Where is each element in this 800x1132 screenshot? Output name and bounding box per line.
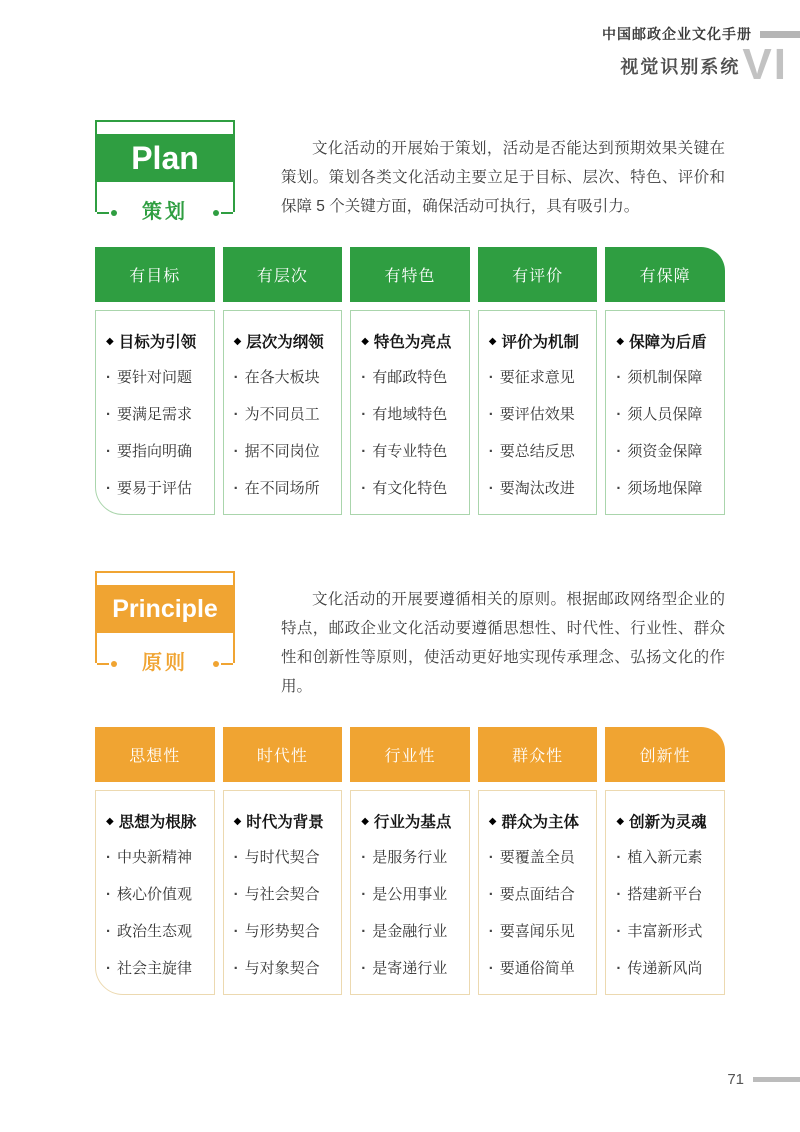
column-title-row bbox=[489, 330, 591, 352]
column-item-text: 是服务行业 bbox=[372, 849, 448, 866]
column-items bbox=[234, 366, 336, 500]
column-item bbox=[361, 846, 463, 869]
column-item bbox=[234, 883, 336, 906]
column-item bbox=[489, 477, 591, 500]
column-item-text: 社会主旋律 bbox=[117, 960, 193, 977]
dot-bullet-icon: · bbox=[361, 849, 367, 866]
dot-bullet-icon: · bbox=[361, 369, 367, 386]
column-item-text: 要指向明确 bbox=[117, 443, 193, 460]
dot-bullet-icon: · bbox=[233, 960, 239, 977]
column-item bbox=[106, 883, 208, 906]
column-item bbox=[489, 883, 591, 906]
diamond-bullet-icon: ◆ bbox=[616, 335, 625, 347]
column-item-text: 要征求意见 bbox=[499, 369, 575, 386]
column-item-text: 搭建新平台 bbox=[627, 886, 703, 903]
column-item bbox=[361, 957, 463, 980]
column-title-row bbox=[616, 330, 718, 352]
section-plan bbox=[95, 120, 725, 515]
column-item-text: 植入新元素 bbox=[627, 849, 703, 866]
plan-badge bbox=[95, 120, 235, 223]
dot-bullet-icon: · bbox=[488, 923, 494, 940]
column-items bbox=[489, 846, 591, 980]
principle-intro-row bbox=[95, 571, 725, 701]
column-item-text: 要总结反思 bbox=[499, 443, 575, 460]
dot-bullet-icon: · bbox=[616, 849, 622, 866]
column-header: 时代性 bbox=[223, 727, 343, 782]
column-item-text: 要满足需求 bbox=[117, 406, 193, 423]
page-footer bbox=[727, 1071, 800, 1088]
column-item-text: 传递新风尚 bbox=[627, 960, 703, 977]
plan-intro-row bbox=[95, 120, 725, 221]
diamond-bullet-icon: ◆ bbox=[361, 815, 369, 827]
column-item-text: 是公用事业 bbox=[372, 886, 448, 903]
principle-paragraph: 文化活动的开展要遵循相关的原则。根据邮政网络型企业的特点，邮政企业文化活动要遵循思想性、时代性、行业性、群众性和创新性等原则，使活动更好地实现传承理念、弘扬文化的作用。 bbox=[281, 591, 725, 695]
dot-bullet-icon: · bbox=[106, 480, 111, 497]
column-item-text: 是寄递行业 bbox=[372, 960, 448, 977]
footer-rule-bar bbox=[753, 1077, 800, 1082]
dot-bullet-icon: · bbox=[361, 406, 367, 423]
column-item-text: 要针对问题 bbox=[117, 369, 193, 386]
dot-bullet-icon: · bbox=[488, 369, 494, 386]
dot-bullet-icon: · bbox=[361, 480, 367, 497]
column-title-text: 目标为引领 bbox=[118, 334, 197, 351]
column-item-text: 要喜闻乐见 bbox=[499, 923, 575, 940]
dot-bullet-icon: · bbox=[233, 443, 239, 460]
column-item-text: 与形势契合 bbox=[244, 923, 320, 940]
column-item bbox=[234, 366, 336, 389]
column-item bbox=[234, 957, 336, 980]
culture-column bbox=[478, 247, 598, 515]
column-item-text: 有邮政特色 bbox=[372, 369, 448, 386]
dot-bullet-icon: · bbox=[488, 886, 494, 903]
column-item-text: 有地域特色 bbox=[372, 406, 448, 423]
column-items bbox=[361, 366, 463, 500]
column-item bbox=[234, 440, 336, 463]
dot-bullet-icon: · bbox=[233, 923, 239, 940]
dot-bullet-icon: · bbox=[233, 480, 239, 497]
column-item-text: 据不同岗位 bbox=[244, 443, 320, 460]
dot-bullet-icon: · bbox=[361, 886, 367, 903]
column-item bbox=[616, 846, 718, 869]
column-item-text: 要淘汰改进 bbox=[499, 480, 575, 497]
column-item bbox=[616, 477, 718, 500]
column-card bbox=[350, 310, 470, 515]
column-item-text: 中央新精神 bbox=[117, 849, 193, 866]
column-title-row bbox=[361, 810, 463, 832]
diamond-bullet-icon: ◆ bbox=[361, 335, 369, 347]
column-card bbox=[350, 790, 470, 995]
dot-bullet-icon: · bbox=[233, 369, 239, 386]
column-items bbox=[361, 846, 463, 980]
culture-column bbox=[223, 247, 343, 515]
column-card bbox=[223, 790, 343, 995]
column-item-text: 要点面结合 bbox=[499, 886, 575, 903]
column-item-text: 为不同员工 bbox=[244, 406, 320, 423]
column-item-text: 要易于评估 bbox=[117, 480, 193, 497]
dot-bullet-icon: · bbox=[616, 960, 622, 977]
dot-bullet-icon: · bbox=[106, 886, 111, 903]
column-item bbox=[234, 477, 336, 500]
column-item-text: 有文化特色 bbox=[372, 480, 448, 497]
column-card bbox=[95, 310, 215, 515]
column-item bbox=[106, 957, 208, 980]
column-card bbox=[95, 790, 215, 995]
column-item bbox=[489, 440, 591, 463]
column-item bbox=[106, 846, 208, 869]
dot-bullet-icon: · bbox=[616, 369, 622, 386]
column-item-text: 与对象契合 bbox=[244, 960, 320, 977]
column-item bbox=[106, 440, 208, 463]
column-item-text: 要评估效果 bbox=[499, 406, 575, 423]
column-item-text: 政治生态观 bbox=[117, 923, 193, 940]
dot-bullet-icon: · bbox=[233, 849, 239, 866]
plan-title-en: Plan bbox=[97, 134, 233, 182]
column-item bbox=[106, 477, 208, 500]
column-item bbox=[361, 440, 463, 463]
column-card bbox=[223, 310, 343, 515]
dot-bullet-icon: · bbox=[106, 443, 111, 460]
dot-bullet-icon: · bbox=[616, 886, 622, 903]
principle-badge bbox=[95, 571, 235, 674]
culture-column bbox=[350, 727, 470, 995]
dot-bullet-icon: · bbox=[106, 406, 111, 423]
diamond-bullet-icon: ◆ bbox=[488, 335, 497, 347]
column-title-text: 层次为纲领 bbox=[246, 334, 324, 351]
column-title-text: 保障为后盾 bbox=[629, 334, 707, 351]
column-item bbox=[361, 366, 463, 389]
column-item bbox=[106, 403, 208, 426]
column-item-text: 在各大板块 bbox=[244, 369, 320, 386]
diamond-bullet-icon: ◆ bbox=[106, 815, 114, 827]
culture-column bbox=[95, 727, 215, 995]
column-item bbox=[234, 920, 336, 943]
column-item-text: 要通俗简单 bbox=[499, 960, 575, 977]
column-header: 有目标 bbox=[95, 247, 215, 302]
column-title-row bbox=[361, 330, 463, 352]
column-card bbox=[478, 310, 598, 515]
column-item-text: 在不同场所 bbox=[244, 480, 320, 497]
column-item-text: 要覆盖全员 bbox=[499, 849, 575, 866]
column-item bbox=[234, 403, 336, 426]
section-principle bbox=[95, 571, 725, 995]
column-header: 有保障 bbox=[605, 247, 725, 302]
plan-title-cn: 策划 bbox=[142, 201, 188, 223]
header-rule-bar bbox=[760, 31, 800, 38]
column-item-text: 有专业特色 bbox=[372, 443, 448, 460]
column-item bbox=[234, 846, 336, 869]
column-title-row bbox=[616, 810, 718, 832]
dot-bullet-icon: · bbox=[233, 886, 239, 903]
column-header: 行业性 bbox=[350, 727, 470, 782]
column-item bbox=[489, 403, 591, 426]
dot-bullet-icon: · bbox=[106, 849, 111, 866]
culture-column bbox=[605, 727, 725, 995]
column-title-row bbox=[106, 330, 208, 352]
dot-bullet-icon: · bbox=[488, 849, 494, 866]
column-items bbox=[106, 366, 208, 500]
column-title-text: 创新为灵魂 bbox=[629, 814, 707, 831]
column-card bbox=[605, 790, 725, 995]
plan-paragraph: 文化活动的开展始于策划，活动是否能达到预期效果关键在策划。策划各类文化活动主要立足于目标、层次、特色、评价和保障 5 个关键方面，确保活动可执行，具有吸引力。 bbox=[281, 140, 725, 215]
culture-column bbox=[350, 247, 470, 515]
column-item bbox=[489, 366, 591, 389]
column-title-row bbox=[234, 330, 336, 352]
dot-bullet-icon: · bbox=[488, 480, 494, 497]
principle-title-cn: 原则 bbox=[142, 652, 188, 674]
plan-column-grid bbox=[95, 247, 725, 515]
column-item bbox=[616, 440, 718, 463]
column-item-text: 丰富新形式 bbox=[627, 923, 703, 940]
page-number: 71 bbox=[727, 1071, 744, 1088]
dot-bullet-icon: · bbox=[488, 960, 494, 977]
page-content bbox=[95, 120, 725, 995]
column-item-text: 须资金保障 bbox=[627, 443, 703, 460]
dot-bullet-icon: · bbox=[488, 406, 494, 423]
dot-bullet-icon: · bbox=[106, 923, 111, 940]
column-item bbox=[361, 920, 463, 943]
diamond-bullet-icon: ◆ bbox=[233, 815, 242, 827]
column-item-text: 与时代契合 bbox=[244, 849, 320, 866]
badge-top-strip bbox=[97, 122, 233, 134]
dot-bullet-icon: · bbox=[361, 443, 367, 460]
column-item-text: 须人员保障 bbox=[627, 406, 703, 423]
column-card bbox=[605, 310, 725, 515]
column-title-text: 行业为基点 bbox=[373, 814, 452, 831]
culture-column bbox=[223, 727, 343, 995]
column-item bbox=[489, 846, 591, 869]
column-title-row bbox=[106, 810, 208, 832]
column-title-text: 评价为机制 bbox=[501, 334, 579, 351]
dot-bullet-icon: · bbox=[616, 406, 622, 423]
column-header: 创新性 bbox=[605, 727, 725, 782]
document-header bbox=[602, 24, 800, 89]
culture-column bbox=[95, 247, 215, 515]
column-items bbox=[616, 846, 718, 980]
column-title-row bbox=[489, 810, 591, 832]
column-title-row bbox=[234, 810, 336, 832]
column-title-text: 群众为主体 bbox=[501, 814, 579, 831]
column-item bbox=[616, 403, 718, 426]
column-item bbox=[361, 403, 463, 426]
dot-bullet-icon: · bbox=[361, 923, 367, 940]
column-items bbox=[106, 846, 208, 980]
column-item bbox=[489, 920, 591, 943]
dot-bullet-icon: · bbox=[488, 443, 494, 460]
dot-bullet-icon: · bbox=[616, 923, 622, 940]
column-header: 有评价 bbox=[478, 247, 598, 302]
column-title-text: 思想为根脉 bbox=[118, 814, 197, 831]
column-item bbox=[361, 883, 463, 906]
column-item bbox=[616, 883, 718, 906]
column-item bbox=[616, 366, 718, 389]
column-item bbox=[361, 477, 463, 500]
column-item bbox=[616, 920, 718, 943]
column-header: 群众性 bbox=[478, 727, 598, 782]
column-item bbox=[106, 920, 208, 943]
column-title-text: 特色为亮点 bbox=[373, 334, 452, 351]
dot-bullet-icon: · bbox=[616, 443, 622, 460]
dot-bullet-icon: · bbox=[106, 369, 111, 386]
dot-bullet-icon: · bbox=[616, 480, 622, 497]
column-title-text: 时代为背景 bbox=[246, 814, 324, 831]
column-item-text: 须机制保障 bbox=[627, 369, 703, 386]
column-item-text: 与社会契合 bbox=[244, 886, 320, 903]
dot-bullet-icon: · bbox=[233, 406, 239, 423]
column-item-text: 核心价值观 bbox=[117, 886, 193, 903]
diamond-bullet-icon: ◆ bbox=[616, 815, 625, 827]
diamond-bullet-icon: ◆ bbox=[233, 335, 242, 347]
dot-bullet-icon: · bbox=[361, 960, 367, 977]
column-items bbox=[489, 366, 591, 500]
column-item bbox=[106, 366, 208, 389]
column-header: 思想性 bbox=[95, 727, 215, 782]
column-item bbox=[616, 957, 718, 980]
column-header: 有特色 bbox=[350, 247, 470, 302]
column-item-text: 是金融行业 bbox=[372, 923, 448, 940]
vi-logomark: VI bbox=[742, 40, 788, 89]
principle-title-en: Principle bbox=[97, 585, 233, 633]
badge-top-strip bbox=[97, 573, 233, 585]
header-line-2 bbox=[602, 40, 800, 89]
diamond-bullet-icon: ◆ bbox=[488, 815, 497, 827]
system-title: 视觉识别系统 bbox=[620, 57, 741, 77]
column-header: 有层次 bbox=[223, 247, 343, 302]
diamond-bullet-icon: ◆ bbox=[106, 335, 114, 347]
column-card bbox=[478, 790, 598, 995]
column-item bbox=[489, 957, 591, 980]
culture-column bbox=[605, 247, 725, 515]
dot-bullet-icon: · bbox=[106, 960, 111, 977]
column-items bbox=[616, 366, 718, 500]
culture-column bbox=[478, 727, 598, 995]
column-items bbox=[234, 846, 336, 980]
column-item-text: 须场地保障 bbox=[627, 480, 703, 497]
principle-column-grid bbox=[95, 727, 725, 995]
handbook-title: 中国邮政企业文化手册 bbox=[602, 26, 752, 42]
